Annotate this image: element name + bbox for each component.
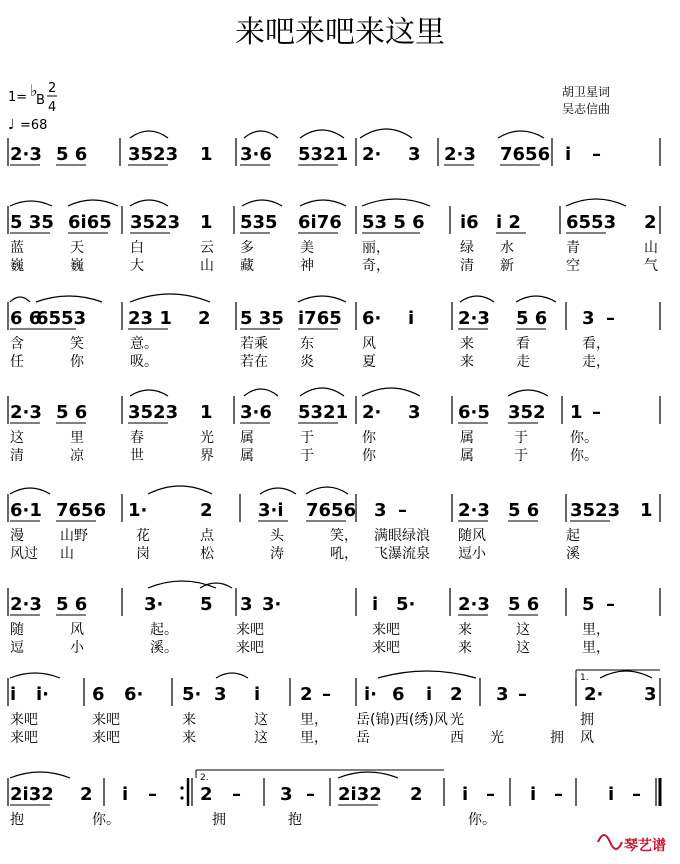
flat-sign: ♭ <box>30 81 38 100</box>
note-group: 3 <box>408 144 421 165</box>
lyric-verse-1: 天 <box>70 240 84 256</box>
note-group: i <box>10 684 17 705</box>
note-group: i· <box>36 684 50 705</box>
lyric-verse-2: 夏 <box>362 354 376 370</box>
lyric-verse-1: 花 <box>136 528 150 544</box>
lyric-verse-1: 来 <box>458 622 472 638</box>
note-group: 6i65 <box>68 212 112 233</box>
note-group: 5· <box>396 594 416 615</box>
note-group: 5 6 <box>56 594 88 615</box>
lyric-verse-1: 来 <box>182 712 196 728</box>
note-group: i 2 <box>496 212 521 233</box>
note-group: 2 <box>300 684 313 705</box>
lyric-verse-2: 里， <box>300 730 328 746</box>
note-group: 2· <box>584 684 604 705</box>
note-group: 5321 <box>298 144 349 165</box>
slur-arc <box>10 488 50 494</box>
lyric-verse-2: 光 <box>490 730 504 746</box>
composer-credit: 吴志信曲 <box>562 102 611 116</box>
lyric-verse-1: 山 <box>644 240 658 256</box>
note-group: 6·1 <box>10 500 42 521</box>
time-signature-bottom: 4 <box>48 100 57 115</box>
note-group: 7656 <box>500 144 551 165</box>
note-group: 1 <box>200 212 213 233</box>
slur-arc <box>130 294 210 302</box>
lyric-verse-1: 这 <box>10 430 24 446</box>
note-group: 2·3 <box>444 144 476 165</box>
lyric-verse-1: 岳(锦)西(绣)风 <box>356 712 448 728</box>
lyric-verse-2: 大 <box>130 258 144 274</box>
note-group: i <box>372 594 379 615</box>
lyric-verse-1: 起 <box>566 528 580 544</box>
note-group: 3523 <box>130 212 181 233</box>
note-group: 2 <box>200 784 213 805</box>
lyric-verse-2: 清 <box>460 258 474 274</box>
note-group: 2 <box>644 212 657 233</box>
lyric-verse-1: 蓝 <box>10 240 24 256</box>
lyric-verse-1: 风 <box>70 622 84 638</box>
lyric-verse-2: 气 <box>644 258 658 274</box>
repeat-dot <box>180 786 183 789</box>
lyric-verse-1: 这 <box>254 712 268 728</box>
note-group: 3 <box>582 308 595 329</box>
note-group: – <box>554 784 563 805</box>
lyric-verse-2: 这 <box>516 640 530 656</box>
note-group: 5321 <box>298 402 349 423</box>
slur-arc <box>362 388 420 396</box>
lyric-verse-1: 随 <box>10 622 24 638</box>
note-group: 5 <box>200 594 213 615</box>
note-group: 3·i <box>258 500 284 521</box>
lyric-verse-1: 东 <box>300 336 314 352</box>
lyric-verse-2: 世 <box>130 448 144 464</box>
note-group: 3523 <box>570 500 621 521</box>
lyric-verse-1: 春 <box>130 430 144 446</box>
lyric-verse-1: 漫 <box>10 528 24 544</box>
lyric-verse-1: 笑 <box>70 336 84 352</box>
slur-arc <box>566 199 626 206</box>
lyric-verse-2: 小 <box>70 640 84 656</box>
note-group: 2i32 <box>338 784 382 805</box>
lyric-verse-1: 白 <box>130 240 144 256</box>
slur-arc <box>244 131 278 138</box>
lyric-verse-1: 满眼绿浪 <box>374 528 430 544</box>
lyric-verse-2: 风过 <box>10 546 38 562</box>
volta-1-label: 1. <box>580 673 589 683</box>
watermark <box>598 835 666 854</box>
lyric-verse-2: 逗小 <box>458 546 486 562</box>
lyric-verse-1: 起。 <box>150 622 178 638</box>
lyric-verse-2: 飞瀑流泉 <box>374 546 430 562</box>
lyric-verse-1: 随风 <box>458 528 486 544</box>
note-group: 3 <box>644 684 657 705</box>
lyric-verse-1: 看 <box>516 336 530 352</box>
note-group: – <box>398 500 407 521</box>
wave-logo-icon <box>598 835 622 849</box>
note-group: 6553 <box>36 308 87 329</box>
lyric-verse-2: 吸。 <box>130 354 158 370</box>
slur-arc <box>242 200 282 206</box>
slur-arc <box>378 671 476 678</box>
lyric-verse-1: 里， <box>300 712 328 728</box>
note-group: 5· <box>182 684 202 705</box>
note-group: 1 <box>570 402 583 423</box>
note-group: – <box>632 784 641 805</box>
lyric-verse-2: 你 <box>362 448 376 464</box>
lyric-verse-1: 光 <box>450 712 464 728</box>
slur-arc <box>460 296 494 302</box>
slur-arc <box>10 772 70 778</box>
lyric-verse-1: 青 <box>566 240 580 256</box>
note-group: 2 <box>80 784 93 805</box>
lyric-verse-2: 这 <box>254 730 268 746</box>
lyric-verse-2: 任 <box>10 354 24 370</box>
note-group: 6 6 <box>10 308 42 329</box>
note-group: 1 <box>200 402 213 423</box>
lyric-verse-1: 看， <box>582 336 610 352</box>
note-group: i <box>122 784 129 805</box>
slur-arc <box>148 486 212 494</box>
lyric-verse-2: 溪。 <box>150 640 178 656</box>
quarter-note-icon: ♩ <box>8 117 15 133</box>
lyric-verse-2: 走， <box>582 354 610 370</box>
key-prefix: 1= <box>8 90 28 105</box>
lyric-verse-2: 来吧 <box>372 640 400 656</box>
note-group: 2·3 <box>10 402 42 423</box>
note-group: – <box>592 144 601 165</box>
lyric-verse-1: 你。 <box>92 812 120 828</box>
lyric-verse-2: 空 <box>566 258 580 274</box>
lyric-verse-2: 来 <box>182 730 196 746</box>
slur-arc <box>338 772 398 778</box>
slur-arc <box>362 199 430 206</box>
lyric-verse-2: 来吧 <box>92 730 120 746</box>
note-group: i <box>565 144 572 165</box>
note-group: 2·3 <box>458 500 490 521</box>
lyric-verse-1: 你 <box>362 430 376 446</box>
lyric-verse-2: 来吧 <box>10 730 38 746</box>
note-group: 3· <box>262 594 282 615</box>
note-group: i765 <box>298 308 342 329</box>
note-group: i <box>408 308 415 329</box>
lyric-verse-2: 山 <box>60 546 74 562</box>
lyricist-credit: 胡卫星词 <box>562 85 611 99</box>
lyric-verse-1: 光 <box>200 430 214 446</box>
lyric-verse-2: 走 <box>516 354 530 370</box>
note-group: 3523 <box>128 144 179 165</box>
lyric-verse-2: 神 <box>300 258 314 274</box>
slur-arc <box>10 673 60 678</box>
lyric-verse-2: 里， <box>582 640 610 656</box>
note-group: i <box>254 684 261 705</box>
slur-arc <box>216 673 248 678</box>
note-group: – <box>592 402 601 423</box>
lyric-verse-2: 于 <box>514 448 528 464</box>
note-group: 5 35 <box>240 308 284 329</box>
slur-arc <box>300 388 344 396</box>
lyric-verse-2: 属 <box>240 448 254 464</box>
lyric-verse-1: 来吧 <box>372 622 400 638</box>
lyric-verse-1: 这 <box>516 622 530 638</box>
watermark-text: 琴艺谱 <box>624 838 666 854</box>
note-group: i <box>426 684 433 705</box>
slur-arc <box>244 389 278 396</box>
note-group: 6· <box>362 308 382 329</box>
lyric-verse-2: 溪 <box>566 546 580 562</box>
lyric-verse-1: 风 <box>362 336 376 352</box>
note-group: 5 6 <box>56 144 88 165</box>
lyric-verse-1: 水 <box>500 240 514 256</box>
note-group: 6553 <box>566 212 617 233</box>
note-group: 352 <box>508 402 546 423</box>
time-signature-top: 2 <box>48 81 57 96</box>
note-group: 1 <box>200 144 213 165</box>
page-title: 来吧来吧来这里 <box>235 15 445 50</box>
slur-arc <box>300 130 344 138</box>
note-group: 2· <box>362 402 382 423</box>
note-group: 2· <box>362 144 382 165</box>
note-group: – <box>518 684 527 705</box>
lyric-verse-1: 若乘 <box>240 336 268 352</box>
note-group: 5 <box>582 594 595 615</box>
slur-arc <box>130 390 168 396</box>
note-group: 2·3 <box>10 144 42 165</box>
note-group: – <box>606 594 615 615</box>
lyric-verse-2: 来 <box>460 354 474 370</box>
note-group: i6 <box>460 212 479 233</box>
slur-arc <box>360 129 412 138</box>
lyric-verse-2: 西 <box>450 730 464 746</box>
note-group: 3523 <box>128 402 179 423</box>
lyric-verse-1: 拥 <box>580 712 594 728</box>
lyric-verse-2: 岳 <box>356 730 370 746</box>
lyric-verse-1: 来吧 <box>10 712 38 728</box>
lyric-verse-2: 若在 <box>240 354 268 370</box>
lyric-verse-2: 炎 <box>300 354 314 370</box>
lyric-verse-1: 含 <box>10 336 24 352</box>
lyric-verse-2: 来吧 <box>236 640 264 656</box>
lyric-verse-2: 拥 <box>550 730 564 746</box>
lyric-verse-2: 新 <box>500 258 514 274</box>
note-group: 6 <box>92 684 105 705</box>
lyric-verse-1: 意。 <box>130 336 158 352</box>
lyric-verse-1: 云 <box>200 240 214 256</box>
lyric-verse-1: 你。 <box>570 430 598 446</box>
lyric-verse-1: 来 <box>460 336 474 352</box>
note-group: 2 <box>450 684 463 705</box>
slur-arc <box>298 296 346 302</box>
note-group: 7656 <box>56 500 107 521</box>
note-group: – <box>148 784 157 805</box>
lyric-verse-2: 凉 <box>70 448 84 464</box>
slur-arc <box>498 131 544 138</box>
note-group: 535 <box>240 212 278 233</box>
note-group: i <box>462 784 469 805</box>
volta-2-label: 2. <box>200 773 209 783</box>
note-group: 2·3 <box>458 308 490 329</box>
note-group: 7656 <box>306 500 357 521</box>
note-group: 6i76 <box>298 212 342 233</box>
lyric-verse-1: 抱 <box>10 812 24 828</box>
slur-arc <box>600 671 652 678</box>
note-group: 3 <box>408 402 421 423</box>
note-group: – <box>306 784 315 805</box>
lyric-verse-2: 属 <box>460 448 474 464</box>
note-group: 1· <box>128 500 148 521</box>
lyric-verse-1: 山野 <box>60 528 88 544</box>
lyric-verse-2: 涛 <box>270 546 284 562</box>
lyric-verse-2: 山 <box>200 258 214 274</box>
lyric-verse-2: 藏 <box>240 258 254 274</box>
note-group: 2 <box>410 784 423 805</box>
slur-arc <box>10 201 52 206</box>
lyric-verse-2: 风 <box>580 730 594 746</box>
lyric-verse-1: 抱 <box>288 812 302 828</box>
note-group: 5 6 <box>516 308 548 329</box>
lyric-verse-2: 逗 <box>10 640 24 656</box>
key-note: B <box>36 93 45 108</box>
slur-arc <box>68 200 118 206</box>
note-group: 5 6 <box>508 500 540 521</box>
lyric-verse-1: 来吧 <box>236 622 264 638</box>
slur-arc <box>508 390 548 396</box>
lyric-verse-1: 属 <box>240 430 254 446</box>
slur-arc <box>300 200 346 206</box>
lyric-verse-2: 巍 <box>70 258 84 274</box>
lyric-verse-1: 于 <box>514 430 528 446</box>
lyric-verse-1: 属 <box>460 430 474 446</box>
lyric-verse-1: 绿 <box>460 240 474 256</box>
note-group: 3·6 <box>240 144 272 165</box>
note-group: i· <box>364 684 378 705</box>
note-group: 2 <box>200 500 213 521</box>
note-group: 6·5 <box>458 402 490 423</box>
note-group: 2 <box>198 308 211 329</box>
lyric-verse-2: 巍 <box>10 258 24 274</box>
lyric-verse-1: 你。 <box>468 812 496 828</box>
lyric-verse-2: 岗 <box>136 546 150 562</box>
note-group: 3 <box>496 684 509 705</box>
slur-arc <box>130 131 168 138</box>
lyric-verse-2: 奇， <box>362 258 390 274</box>
repeat-dot <box>180 796 183 799</box>
lyric-verse-1: 丽， <box>362 240 390 256</box>
lyric-verse-2: 于 <box>300 448 314 464</box>
slur-arc <box>148 581 216 588</box>
note-group: 5 35 <box>10 212 54 233</box>
lyric-verse-2: 清 <box>10 448 24 464</box>
note-group: – <box>606 308 615 329</box>
note-group: 2·3 <box>458 594 490 615</box>
lyric-verse-1: 美 <box>300 240 314 256</box>
note-group: 3 <box>280 784 293 805</box>
slur-arc <box>10 297 30 302</box>
note-group: 23 1 <box>128 308 172 329</box>
lyric-verse-1: 来吧 <box>92 712 120 728</box>
note-group: 3·6 <box>240 402 272 423</box>
note-group: 3 <box>374 500 387 521</box>
slur-arc <box>36 296 102 302</box>
note-group: 2i32 <box>10 784 54 805</box>
tempo-value: =68 <box>20 118 48 133</box>
lyric-verse-1: 于 <box>300 430 314 446</box>
note-group: – <box>486 784 495 805</box>
note-group: 5 6 <box>56 402 88 423</box>
note-group: 6· <box>124 684 144 705</box>
lyric-verse-1: 里 <box>70 430 84 446</box>
note-group: 6 <box>392 684 405 705</box>
note-group: – <box>232 784 241 805</box>
lyric-verse-2: 你 <box>70 354 84 370</box>
slur-arc <box>306 487 348 494</box>
lyric-verse-1: 笑， <box>330 528 358 544</box>
note-group: 1 <box>640 500 653 521</box>
slur-arc <box>516 296 556 302</box>
lyric-verse-1: 拥 <box>212 812 226 828</box>
lyric-verse-1: 头 <box>270 528 284 544</box>
note-group: 3 <box>214 684 227 705</box>
slur-arc <box>130 200 168 206</box>
lyric-verse-1: 多 <box>240 240 254 256</box>
note-group: i <box>608 784 615 805</box>
slur-arc <box>260 488 296 494</box>
lyric-verse-2: 界 <box>200 448 214 464</box>
lyric-verse-2: 来 <box>458 640 472 656</box>
note-group: 3 <box>240 594 253 615</box>
note-group: 5 6 <box>508 594 540 615</box>
lyric-verse-2: 吼， <box>330 546 358 562</box>
note-group: – <box>322 684 331 705</box>
lyric-verse-1: 点 <box>200 528 214 544</box>
note-group: 3· <box>144 594 164 615</box>
lyric-verse-2: 松 <box>200 546 214 562</box>
note-group: 53 5 6 <box>362 212 425 233</box>
lyric-verse-2: 你。 <box>570 448 598 464</box>
note-group: 2·3 <box>10 594 42 615</box>
note-group: i <box>530 784 537 805</box>
lyric-verse-1: 里， <box>582 622 610 638</box>
